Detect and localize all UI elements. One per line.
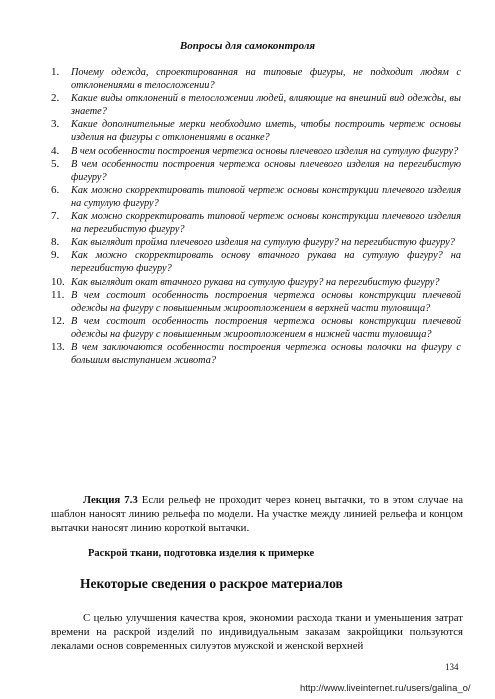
lecture-text: Если рельеф не проходит через конец вытачки, то в этом случае на шаблон наносят линию рельефа по модели. На участке между линией рельефа и концом вытачки наносят линию короткой вытачки. (51, 494, 464, 535)
item-text: Как можно скорректировать типовой чертеж основы конструкции плечевого изделия на перегибистую фигуру? (71, 211, 461, 236)
item-number: 5. (51, 157, 60, 170)
list-item (51, 184, 461, 210)
list-item (51, 341, 461, 367)
page-number: 134 (445, 662, 459, 672)
item-number: 2. (51, 92, 60, 105)
item-text: В чем особенности построения чертежа основы плечевого изделия на сутулую фигуру? (71, 145, 459, 157)
item-text: В чем особенности построения чертежа основы плечевого изделия на перегибистую фигуру? (71, 158, 461, 183)
item-number: 4. (51, 144, 60, 157)
list-item (51, 276, 461, 289)
list-item (51, 289, 461, 315)
item-text: Почему одежда, спроектированная на типовые фигуры, не подходит людям с отклонениями в телосложении? (71, 67, 461, 92)
list-item (51, 66, 461, 92)
item-number: 9. (51, 249, 60, 262)
item-number: 8. (51, 236, 60, 249)
item-text: В чем состоит особенность построения чертежа основы конструкции плечевой одежды на фигуру с повышенным жироотложением в нижней части туловища? (71, 315, 461, 340)
item-text: В чем состоит особенность построения чертежа основы конструкции плечевой одежды на фигуру с повышенным жироотложением в верхней части туловища? (71, 289, 461, 314)
item-number: 12. (51, 314, 65, 327)
item-number: 6. (51, 183, 60, 196)
item-number: 1. (51, 66, 60, 78)
item-text: В чем заключаются особенности построения чертежа основы полочки на фигуру с большим выступанием живота? (71, 341, 461, 367)
question-list (51, 66, 461, 367)
item-text: Как можно скорректировать основу втачного рукава на сутулую фигуру? на перегибистую фигуру? (71, 250, 461, 275)
section-heading: Некоторые сведения о раскрое материалов (80, 576, 343, 591)
footer-url[interactable]: http://www.liveinternet.ru/users/galina_o/ (300, 683, 471, 694)
item-number: 10. (51, 275, 65, 288)
page-title: Вопросы для самоконтроля (179, 40, 316, 52)
body-paragraph: С целью улучшения качества кроя, экономии расхода ткани и уменьшения затрат времени на раскрой изделий по индивидуальным заказам закройщики пользуются лекалами основ современных силуэтов мужской и женской верхней (51, 612, 463, 653)
list-item (51, 118, 461, 144)
lecture-paragraph (51, 493, 463, 536)
lecture-label: Лекция 7.3 (83, 494, 138, 506)
list-item (51, 210, 461, 236)
item-number: 3. (51, 118, 60, 131)
item-number: 13. (51, 340, 65, 353)
item-text: Как можно скорректировать типовой чертеж основы конструкции плечевого изделия на сутулую фигуру? (71, 184, 461, 209)
item-text: Какие виды отклонений в телосложении людей, влияющие на внешний вид одежды, вы знаете? (71, 93, 461, 118)
list-item (51, 92, 461, 118)
subheading: Раскрой ткани, подготовка изделия к примерке (88, 548, 315, 559)
list-item (51, 249, 461, 275)
list-item (51, 145, 461, 158)
item-text: Как выглядит пройма плечевого изделия на сутулую фигуру? на перегибистую фигуру? (71, 237, 455, 249)
list-item (51, 236, 461, 249)
item-number: 7. (51, 210, 60, 223)
item-text: Как выглядит окат втачного рукава на сутулую фигуру? на перегибистую фигуру? (71, 276, 440, 288)
list-item (51, 315, 461, 341)
item-number: 11. (51, 288, 65, 301)
item-text: Какие дополнительные мерки необходимо иметь, чтобы построить чертеж основы изделия на фигуры с отклонениями в осанке? (71, 119, 461, 144)
list-item (51, 158, 461, 184)
